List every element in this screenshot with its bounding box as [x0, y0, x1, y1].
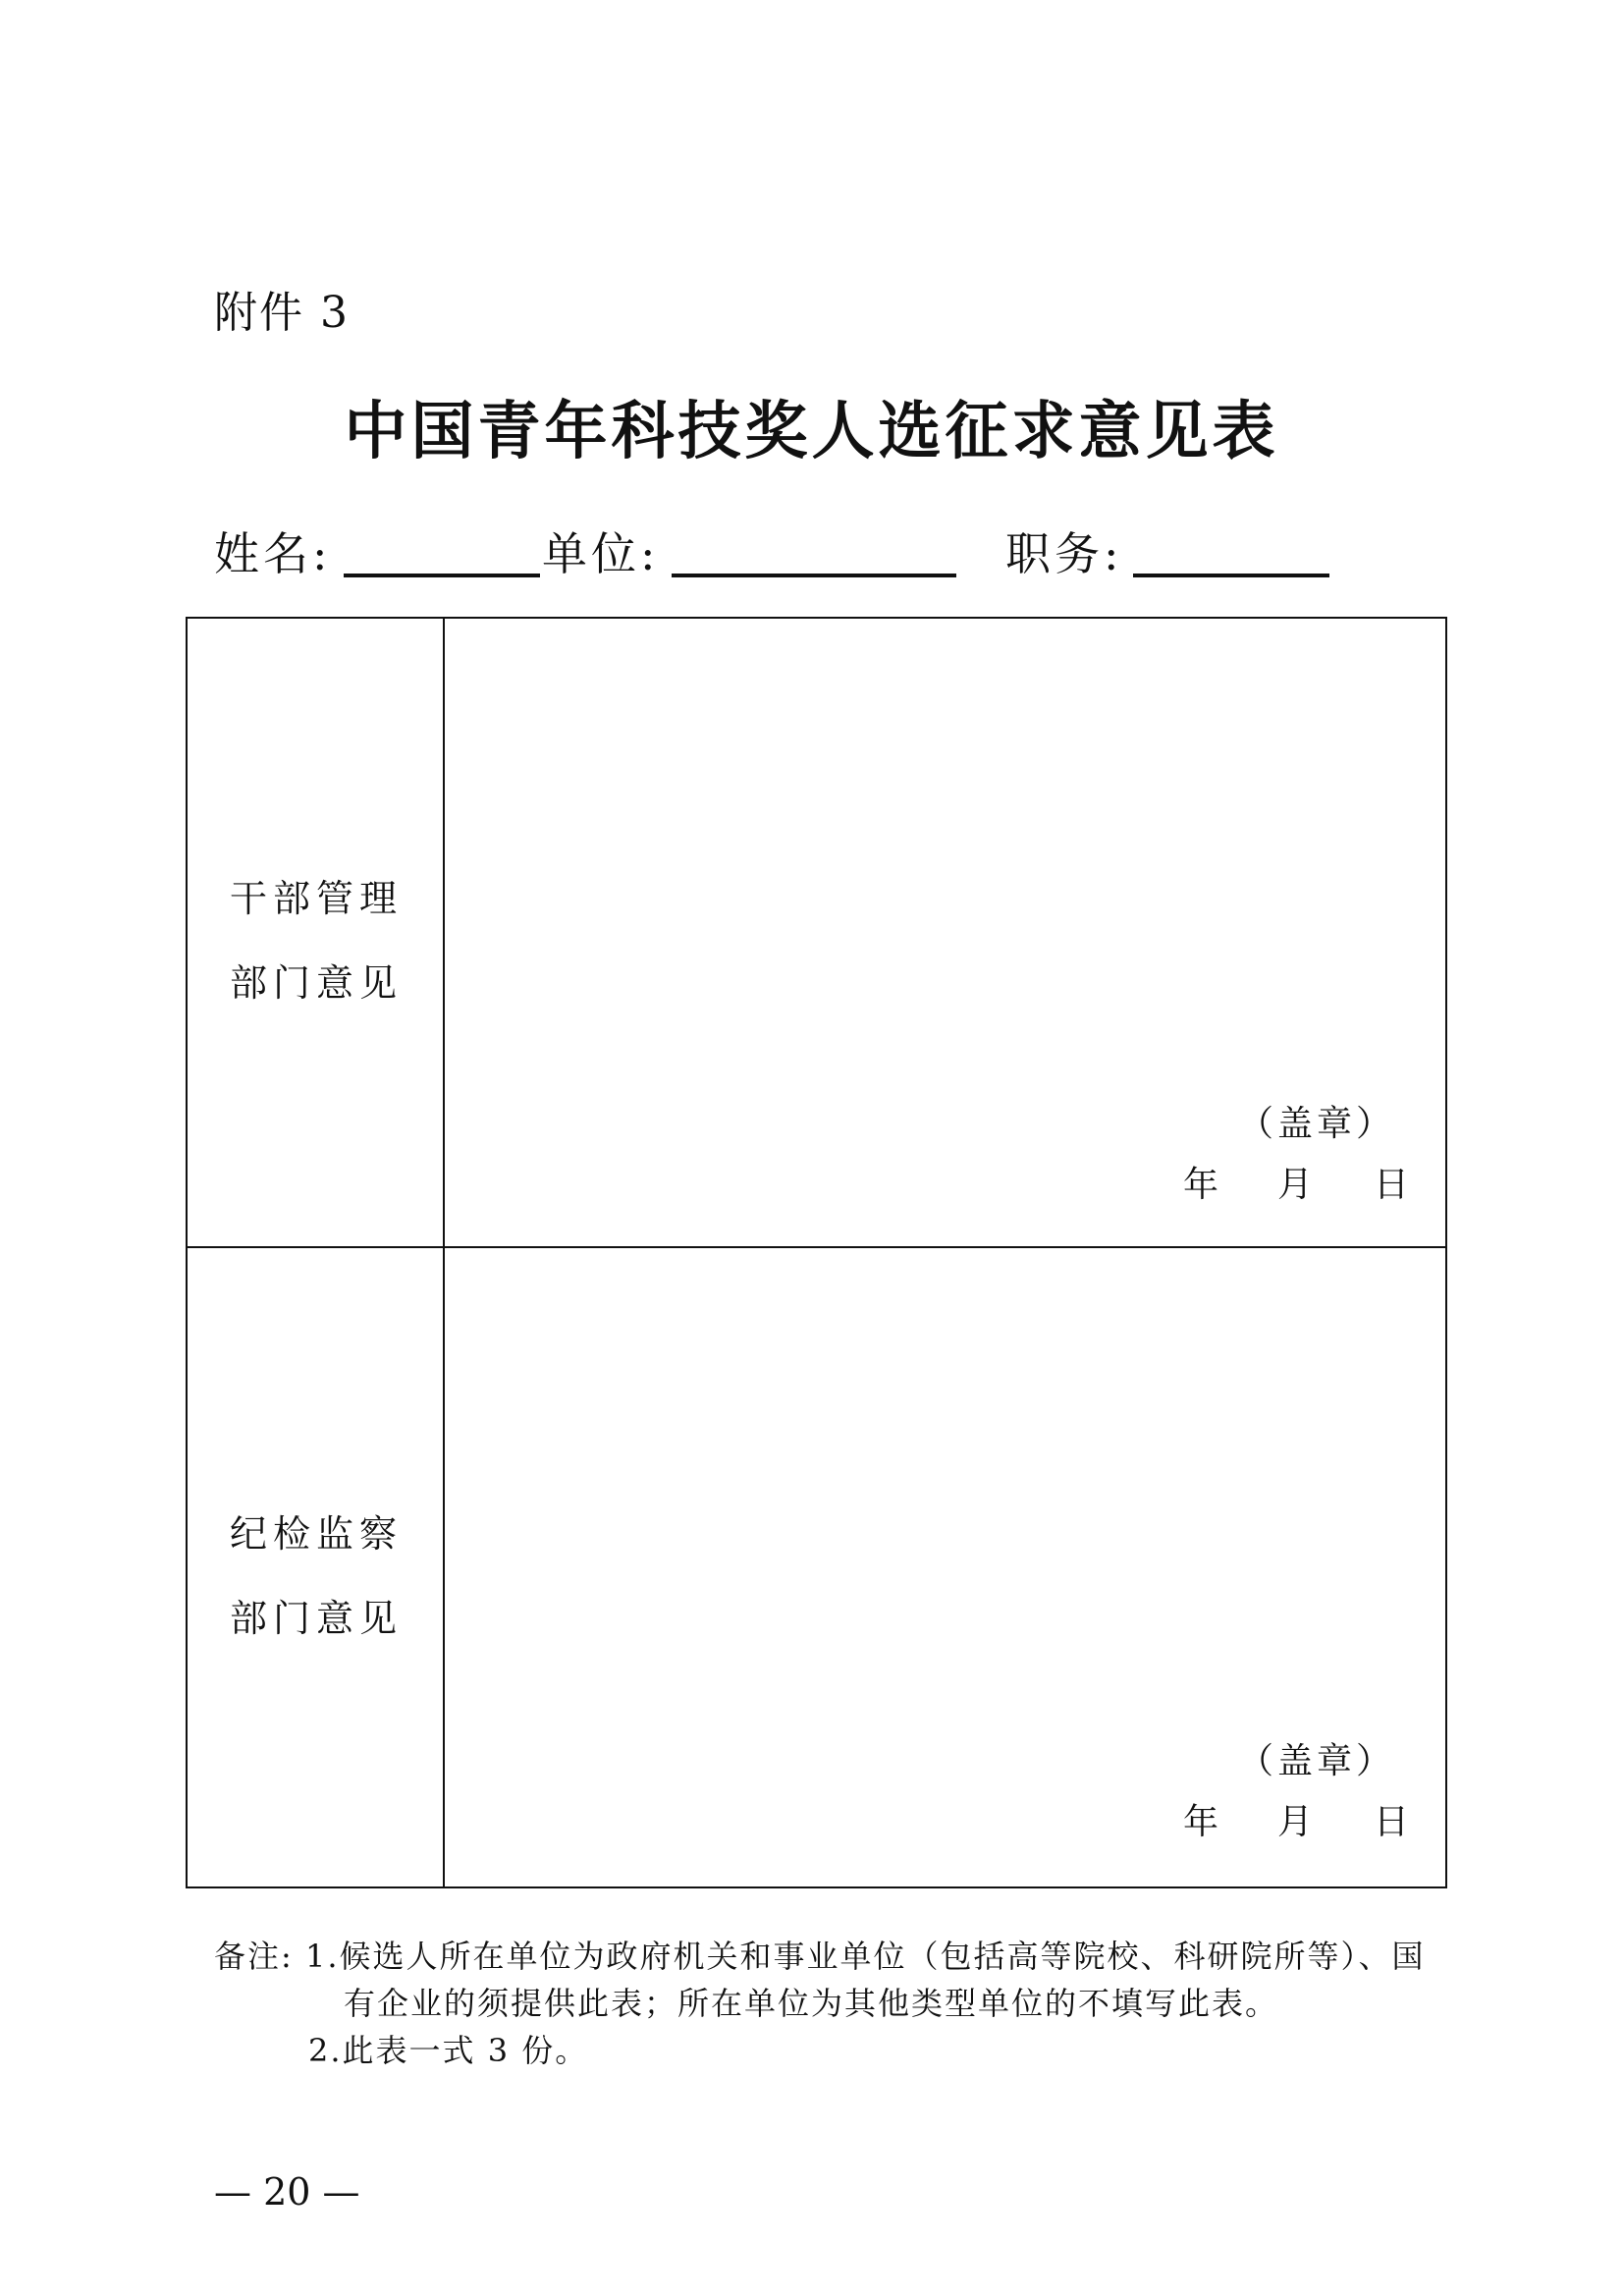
discipline-inspection-opinion-area[interactable] [445, 1248, 1445, 1886]
unit-label: 单位: [542, 527, 660, 580]
cadre-management-row [188, 619, 1445, 1248]
discipline-inspection-row [188, 1248, 1445, 1886]
attachment-label: 附件 3 [214, 288, 350, 338]
month-label: 月 [1277, 1165, 1314, 1205]
name-label: 姓名: [214, 527, 332, 580]
page-number: — 20 — [214, 2170, 360, 2214]
row-label-line: 干部管理 [229, 877, 403, 920]
position-field[interactable] [1133, 574, 1329, 577]
seal-label: （盖章） [1238, 1741, 1396, 1781]
day-label: 日 [1374, 1802, 1410, 1842]
row-label-cell [188, 619, 445, 1246]
row-label-line: 部门意见 [229, 961, 403, 1005]
note-line: 2.此表一式 3 份。 [308, 2032, 589, 2069]
note-line: 有企业的须提供此表；所在单位为其他类型单位的不填写此表。 [344, 1985, 1279, 2022]
year-label: 年 [1183, 1802, 1219, 1842]
page-title: 中国青年科技奖人选征求意见表 [344, 395, 1279, 468]
row-label-line: 纪检监察 [229, 1512, 403, 1556]
position-label: 职务: [1005, 527, 1123, 580]
name-field[interactable] [344, 574, 540, 577]
row-label-line: 部门意见 [229, 1597, 403, 1640]
year-label: 年 [1183, 1165, 1219, 1205]
day-label: 日 [1374, 1165, 1410, 1205]
seal-label: （盖章） [1238, 1104, 1396, 1144]
note-line: 备注: 1.候选人所在单位为政府机关和事业单位（包括高等院校、科研院所等）、国 [214, 1938, 1426, 1975]
month-label: 月 [1277, 1802, 1314, 1842]
opinion-table [186, 617, 1447, 1888]
unit-field[interactable] [672, 574, 956, 577]
cadre-management-opinion-area[interactable] [445, 619, 1445, 1246]
row-label-cell [188, 1248, 445, 1886]
